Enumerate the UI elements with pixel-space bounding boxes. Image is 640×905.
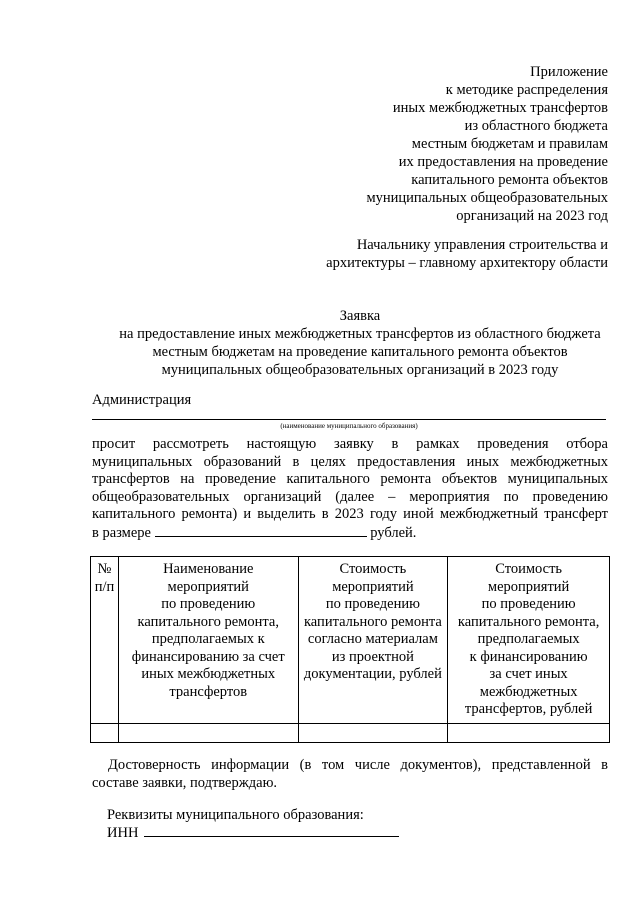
header-text-line: за счет иных (489, 666, 568, 682)
header-text-line: иных межбюджетных (141, 666, 276, 682)
header-text-line: мероприятий (332, 578, 414, 595)
header-text-line: трансфертов (169, 683, 248, 700)
header-text-line: мероприятий (167, 578, 249, 595)
request-line-1: просит рассмотреть настоящую заявку в рамках проведения отбора (92, 436, 608, 452)
inn-blank (144, 824, 399, 837)
table-header-number (91, 557, 119, 724)
requisites-label: Реквизиты муниципального образования: (107, 807, 364, 823)
table-header-cost-transfer (448, 557, 610, 724)
document-title (80, 307, 640, 379)
appendix-line-8: муниципальных общеобразовательных (366, 190, 608, 206)
confirmation-text (92, 756, 608, 792)
header-text-line: согласно материалам (307, 631, 438, 647)
request-line-3: трансфертов на проведение капитального ремонта объектов муниципальных (92, 471, 608, 487)
administration-caption: (наименование муниципального образования) (280, 422, 418, 430)
header-text-line: Стоимость (495, 561, 563, 577)
appendix-line-1: Приложение (530, 64, 608, 80)
title-line-1: Заявка (339, 308, 381, 324)
title-line-3: местным бюджетам на проведение капитального ремонта объектов (152, 344, 568, 360)
addressee-line-2: архитектуры – главному архитектору области (326, 255, 608, 271)
header-text-line: документации, рублей (303, 666, 442, 682)
appendix-line-3: иных межбюджетных трансфертов (392, 100, 608, 116)
header-text-line: п/п (94, 578, 115, 595)
addressee (326, 236, 608, 272)
amount-suffix: рублей. (370, 524, 417, 541)
amount-line (92, 524, 608, 543)
addressee-line-1: Начальнику управления строительства и (356, 237, 608, 253)
header-text-line: по проведению (325, 596, 420, 612)
table-header-name (118, 557, 298, 724)
request-line-4: общеобразовательных организаций (далее – мероприятия по проведению (92, 488, 608, 505)
header-text-line: Наименование (163, 561, 254, 577)
request-text (92, 436, 608, 542)
title-line-4: муниципальных общеобразовательных организаций в 2023 году (161, 362, 559, 378)
title-line-2: на предоставление иных межбюджетных трансфертов из областного бюджета (119, 326, 601, 342)
confirmation-line-1: Достоверность информации (в том числе документов), представленной в (108, 757, 608, 773)
table-cell-cost-transfer (448, 723, 610, 742)
header-text-line: Стоимость (339, 561, 407, 577)
appendix-line-2: к методике распределения (445, 82, 608, 98)
header-text-line: капитального ремонта, (457, 613, 600, 630)
header-text-line: мероприятий (487, 578, 570, 595)
appendix-line-5: местным бюджетам и правилам (411, 136, 608, 152)
table-header-cost-project (298, 557, 448, 724)
confirmation-line-2: составе заявки, подтверждаю. (92, 775, 278, 791)
header-text-line: предполагаемых к (151, 631, 265, 647)
appendix-line-7: капитального ремонта объектов (411, 172, 608, 188)
table-empty-row (91, 723, 610, 742)
header-text-line: по проведению (161, 596, 256, 612)
administration-name-line (92, 419, 606, 420)
appendix-line-6: их предоставления на проведение (398, 154, 608, 170)
header-text-line: межбюджетных (479, 683, 578, 700)
header-text-line: к финансированию (469, 648, 588, 665)
amount-blank (155, 524, 367, 537)
request-line-2: муниципальных образований в целях предоставления иных межбюджетных (92, 453, 608, 470)
inn-line (107, 824, 399, 842)
header-text-line: трансфертов, рублей (464, 701, 593, 717)
table-cell-cost-project (298, 723, 448, 742)
header-text-line: по проведению (481, 596, 576, 612)
administration-label: Администрация (92, 392, 192, 408)
header-text-line: из проектной (331, 648, 414, 665)
inn-label: ИНН (107, 825, 139, 841)
amount-prefix: в размере (92, 524, 151, 541)
appendix-line-4: из областного бюджета (464, 118, 608, 134)
header-text-line: капитального ремонта (303, 613, 442, 630)
request-line-5: капитального ремонта) и выделить в 2023 году иной межбюджетный трансферт (92, 506, 608, 522)
table-cell-number (91, 723, 119, 742)
header-text-line: предполагаемых (477, 631, 580, 647)
appendix-header (366, 63, 608, 225)
header-text-line: финансированию за счет (131, 648, 285, 665)
measures-table (90, 556, 610, 743)
table-cell-name (118, 723, 298, 742)
table-header-row (91, 557, 610, 724)
header-text-line: № (97, 561, 112, 577)
header-text-line: капитального ремонта, (137, 613, 279, 630)
appendix-line-9: организаций на 2023 год (456, 208, 608, 224)
